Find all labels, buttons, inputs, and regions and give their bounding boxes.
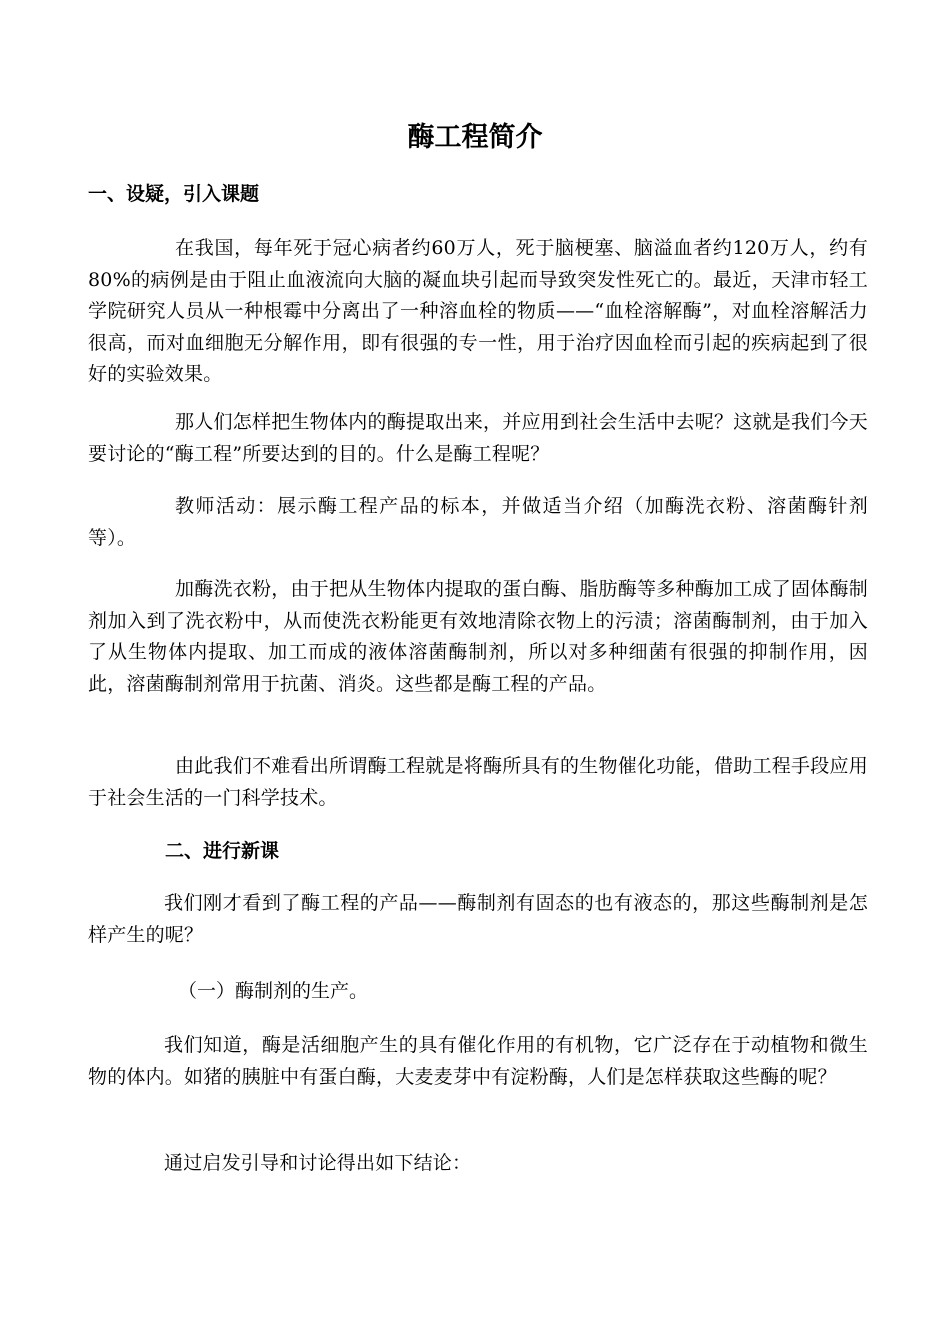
paragraph-3: 教师活动：展示酶工程产品的标本，并做适当介绍（加酶洗衣粉、溶菌酶针剂等）。 — [88, 495, 868, 549]
paragraph-6: 我们刚才看到了酶工程的产品——酶制剂有固态的也有液态的，那这些酶制剂是怎样产生的呢？ — [88, 892, 868, 946]
section-heading-2: 二、进行新课 — [165, 840, 280, 862]
subheading: （一）酶制剂的生产。 — [178, 980, 369, 1002]
paragraph-7: 我们知道，酶是活细胞产生的具有催化作用的有机物，它广泛存在于动植物和微生物的体内。如猪的胰脏中有蛋白酶，大麦麦芽中有淀粉酶，人们是怎样获取这些酶的呢？ — [88, 1034, 868, 1088]
paragraph-2: 那人们怎样把生物体内的酶提取出来，并应用到社会生活中去呢？这就是我们今天要讨论的“酶工程”所要达到的目的。什么是酶工程呢？ — [88, 411, 868, 465]
section-heading-1: 一、设疑，引入课题 — [88, 183, 260, 205]
document-title: 酶工程简介 — [407, 122, 543, 153]
paragraph-1: 在我国，每年死于冠心病者约60万人，死于脑梗塞、脑溢血者约120万人，约有80%的病例是由于阻止血液流向大脑的凝血块引起而导致突发性死亡的。最近，天津市轻工学院研究人员从一种根霉中分离出了一种溶血栓的物质——“血栓溶解酶”，对血栓溶解活力很高，而对血细胞无分解作用，即有很强的专一性，用于治疗因血栓而引起的疾病起到了很好的实验效果。 — [88, 237, 868, 385]
paragraph-5: 由此我们不难看出所谓酶工程就是将酶所具有的生物催化功能，借助工程手段应用于社会生活的一门科学技术。 — [88, 755, 868, 809]
paragraph-8: 通过启发引导和讨论得出如下结论： — [164, 1152, 472, 1174]
paragraph-4: 加酶洗衣粉，由于把从生物体内提取的蛋白酶、脂肪酶等多种酶加工成了固体酶制剂加入到了洗衣粉中，从而使洗衣粉能更有效地清除衣物上的污渍；溶菌酶制剂，由于加入了从生物体内提取、加工而成的液体溶菌酶制剂，所以对多种细菌有很强的抑制作用，因此，溶菌酶制剂常用于抗菌、消炎。这些都是酶工程的产品。 — [88, 578, 868, 695]
